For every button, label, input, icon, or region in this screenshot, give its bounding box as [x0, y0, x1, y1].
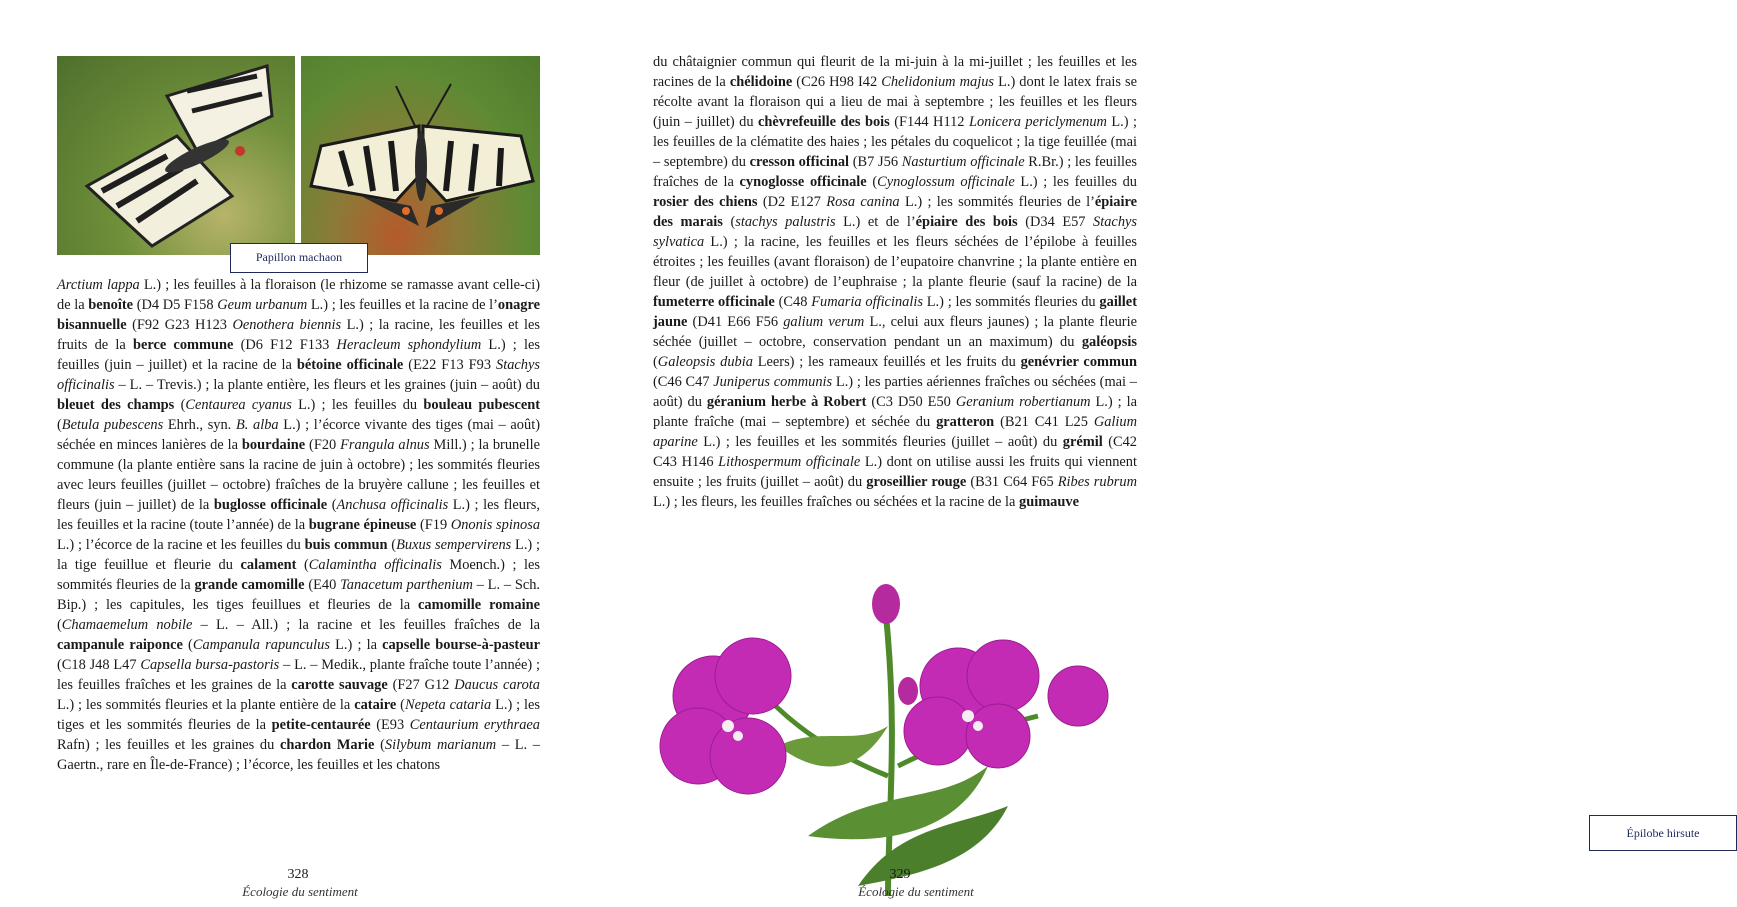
text-run: (	[653, 354, 658, 370]
running-title: Écologie du sentiment	[242, 884, 358, 899]
latin-name: B. alba	[235, 417, 279, 433]
text-run: L.) ; les feuilles (juin – juillet) et la racine de la	[57, 337, 540, 373]
latin-name: Centaurea cyanus	[185, 397, 292, 413]
latin-name: Oenothera biennis	[232, 317, 342, 333]
latin-name: Anchusa officinalis	[336, 497, 449, 513]
plant-name: cynoglosse officinale	[739, 174, 867, 190]
plant-name: bétoine officinale	[296, 357, 404, 373]
latin-name: Betula pubescens	[61, 417, 164, 433]
text-run: Rafn) ; les feuilles et les graines du	[57, 737, 280, 753]
latin-name: Geranium robertianum	[955, 394, 1091, 410]
plant-name: benoîte	[88, 297, 134, 313]
latin-name: Frangula alnus	[340, 437, 430, 453]
text-run: Leers) ; les rameaux feuillés et les fruits du	[752, 354, 1021, 370]
text-run: (C48	[774, 294, 812, 310]
latin-name: stachys palustris	[735, 214, 836, 230]
text-run: (B21 C41 L25	[994, 414, 1094, 430]
plant-name: galéopsis	[1081, 334, 1137, 350]
latin-name: Buxus sempervirens	[396, 537, 512, 553]
plant-name: géranium herbe à Robert	[706, 394, 867, 410]
plant-name: bourdaine	[241, 437, 306, 453]
plant-name: carotte sauvage	[291, 677, 388, 693]
text-run: L.) ; les fleurs, les feuilles et la racine (toute l’année) de la	[57, 497, 540, 533]
plant-name: berce commune	[132, 337, 234, 353]
plant-name: petite-centaurée	[271, 717, 371, 733]
text-run: – L. – Trevis.) ; la plante entière, les fleurs et les graines (juin – août) du	[114, 377, 540, 393]
text-run: L.) ; les fleurs, les feuilles fraîches ou séchées et la racine de la	[653, 494, 1019, 510]
plant-name: cataire	[354, 697, 397, 713]
latin-name: Daucus carota	[454, 677, 541, 693]
butterfly-illustration-2	[301, 56, 540, 255]
plant-name: cresson officinal	[749, 154, 850, 170]
text-run: (	[387, 537, 397, 553]
plant-name: bouleau pubescent	[423, 397, 541, 413]
text-run: (F92 G23 H123	[126, 317, 233, 333]
text-run: (	[327, 497, 337, 513]
plant-name: buis commun	[304, 537, 388, 553]
plant-name: onagre bisannuelle	[57, 297, 541, 333]
text-run: L.) et de l’	[835, 214, 916, 230]
text-run: (C3 D50 E50	[866, 394, 956, 410]
text-run: (C46 C47	[653, 374, 714, 390]
photo-caption: Papillon machaon	[230, 243, 368, 273]
latin-name: Ononis spinosa	[450, 517, 541, 533]
text-run: L.) ; la plante fraîche (mai – septembre) et séchée du	[653, 394, 1137, 430]
left-page	[0, 0, 598, 907]
text-run: L.) dont le latex frais se récolte avant la floraison qui a lieu de mai à septembre ; les feuilles et les fleurs (juin – juillet) du	[653, 74, 1138, 130]
text-run: (E22 F13 F93	[403, 357, 497, 373]
text-run: (C18 J48 L47	[57, 657, 141, 673]
text-run: – L. – All.) ; la racine et les feuilles fraîches de la	[192, 617, 540, 633]
text-run: (	[866, 174, 878, 190]
text-run: (E40	[304, 577, 341, 593]
plant-name: chélidoine	[729, 74, 793, 90]
right-page	[598, 0, 1700, 907]
latin-name: Galium aparine	[653, 414, 1137, 450]
latin-name: Ribes rubrum	[1057, 474, 1137, 490]
latin-name: Nasturtium officinale	[901, 154, 1025, 170]
plant-name: grémil	[1062, 434, 1103, 450]
text-run: Moench.) ; les sommités fleuries de la	[57, 557, 541, 593]
plant-name: groseillier rouge	[866, 474, 967, 490]
text-run: R.Br.) ; les feuilles fraîches de la	[653, 154, 1137, 190]
latin-name: Tanacetum parthenium	[340, 577, 473, 593]
text-run: (	[396, 697, 405, 713]
text-run: (	[57, 417, 62, 433]
text-run: L.) ; la tige feuillue et fleurie du	[57, 537, 540, 573]
text-run: du châtaignier commun qui fleurit de la mi-juin à la mi-juillet ; les feuilles et les racines de la	[653, 54, 1137, 90]
plant-name: capselle bourse-à-pasteur	[382, 637, 540, 653]
text-run: (	[174, 397, 186, 413]
butterfly-photo-2	[301, 56, 540, 255]
latin-name: Centaurium erythraea	[409, 717, 540, 733]
text-run: (D4 D5 F158	[133, 297, 218, 313]
latin-name: Cynoglossum officinale	[877, 174, 1015, 190]
text-run: L.) ; l’écorce vivante des tiges (mai – août) séchée en minces lanières de la	[57, 417, 540, 453]
plant-name: bugrane épineuse	[308, 517, 417, 533]
text-run: L.) ; les feuilles et la racine de l’	[307, 297, 498, 313]
text-run: (F20	[305, 437, 341, 453]
text-run: – L. – Sch. Bip.) ; les capitules, les tiges feuillues et fleuries de la	[57, 577, 541, 613]
willowherb-flower-illustration	[658, 576, 1058, 896]
butterfly-photo-1	[57, 56, 295, 255]
latin-name: Stachys officinalis	[57, 357, 540, 393]
latin-name: galium verum	[783, 314, 865, 330]
plant-name: guimauve	[1019, 494, 1079, 510]
text-run: (	[374, 737, 385, 753]
photo-caption: Épilobe hirsute	[1589, 815, 1737, 851]
latin-name: Galeopsis dubia	[657, 354, 753, 370]
plant-name: grande camomille	[194, 577, 305, 593]
latin-name: Chelidonium majus	[881, 74, 995, 90]
text-run: (D41 E66 F56	[687, 314, 784, 330]
text-run: L.) ; la	[329, 637, 383, 653]
text-run: (F27 G12	[387, 677, 455, 693]
plant-name: gaillet jaune	[653, 294, 1137, 330]
text-run: (F144 H112	[889, 114, 969, 130]
plant-name: fumeterre officinale	[653, 294, 775, 310]
running-title: Écologie du sentiment	[858, 884, 974, 899]
plant-name: bleuet des champs	[57, 397, 175, 413]
plant-name: calament	[240, 557, 297, 573]
text-run: L., celui aux fleurs jaunes) ; la plante fleurie séchée (juillet – octobre, conservation pendant un an maximum) du	[653, 314, 1137, 350]
latin-name: Fumaria officinalis	[811, 294, 923, 310]
latin-name: Lithospermum officinale	[718, 454, 861, 470]
butterfly-illustration-1	[57, 56, 295, 255]
body-text	[57, 275, 540, 775]
text-run: (	[296, 557, 309, 573]
plant-name: genévrier commun	[1020, 354, 1137, 370]
text-run: L.) ; les tiges et les sommités fleuries de la	[57, 697, 540, 733]
text-run: L.) ; les sommités fleuries et la plante entière de la	[57, 697, 355, 713]
text-run: (F19	[416, 517, 451, 533]
latin-name: Capsella bursa-pastoris	[140, 657, 280, 673]
text-run: (D34 E57	[1017, 214, 1094, 230]
text-run: L.) ; les parties aériennes fraîches ou séchées (mai – août) du	[653, 374, 1137, 410]
plant-name: campanule raiponce	[57, 637, 183, 653]
latin-name: Stachys sylvatica	[653, 214, 1138, 250]
plant-name: buglosse officinale	[213, 497, 328, 513]
text-run: L.) ; la racine, les feuilles et les fleurs séchées de l’épilobe à feuilles étroites ; les feuilles (avant floraison) de l’eupatoire chanvrine ; la plante entière en fleur (de juillet à octobre) de l’euphraise ; la plante fleurie (sauf la racine) de la	[653, 234, 1137, 290]
text-run: L.) ; les feuilles de la clématite des haies ; les pétales du coquelicot ; la tige feuillée (mai – septembre) du	[653, 114, 1138, 170]
latin-name: Silybum marianum	[384, 737, 497, 753]
text-run: – L. – Gaertn., rare en Île-de-France) ; l’écorce, les feuilles et les chatons	[57, 737, 541, 773]
text-run: L.) ; l’écorce de la racine et les feuilles du	[57, 537, 305, 553]
text-run: (B31 C64 F65	[966, 474, 1058, 490]
plant-name: camomille romaine	[418, 597, 540, 613]
text-run: (	[182, 637, 193, 653]
latin-name: Heracleum sphondylium	[336, 337, 482, 353]
body-text	[653, 52, 1137, 512]
plant-name: rosier des chiens	[653, 194, 758, 210]
text-run: L.) ; les feuilles du	[1014, 174, 1137, 190]
text-run: (D6 F12 F133	[233, 337, 337, 353]
text-run: L.) ; les feuilles à la floraison (le rhizome se ramasse avant celle-ci) de la	[57, 277, 540, 313]
text-run: L.) ; les sommités fleuries du	[922, 294, 1100, 310]
text-run: – L. – Medik., plante fraîche toute l’année) ; les feuilles fraîches et les graines de la	[57, 657, 540, 693]
text-run: (	[57, 617, 62, 633]
page-number: 329	[889, 867, 911, 882]
plant-name: chèvrefeuille des bois	[757, 114, 890, 130]
text-run: Mill.) ; la brunelle commune (la plante entière sans la racine de juin à octobre) ; les sommités fleuries avec leurs feuilles (juillet – octobre) fraîches de la bruyère callune ; les feuilles et fleurs (juin – juillet) de la	[57, 437, 540, 513]
plant-name: chardon Marie	[279, 737, 375, 753]
text-run: (E93	[370, 717, 410, 733]
plant-name: épiaire des marais	[653, 194, 1137, 230]
plant-name: épiaire des bois	[915, 214, 1018, 230]
latin-name: Juniperus communis	[713, 374, 833, 390]
text-run: L.) ; les feuilles et les sommités fleuries (juillet – août) du	[697, 434, 1063, 450]
plant-name: gratteron	[936, 414, 995, 430]
text-run: (C42 C43 H146	[653, 434, 1137, 470]
text-run: L.) ; les feuilles du	[291, 397, 424, 413]
latin-name: Rosa canina	[826, 194, 900, 210]
text-run: (B7 J56	[849, 154, 902, 170]
latin-name: Calamintha officinalis	[308, 557, 442, 573]
text-run: (	[722, 214, 736, 230]
text-run: L.) ; les sommités fleuries de l’	[899, 194, 1095, 210]
text-run: L.) ; la racine, les feuilles et les fruits de la	[57, 317, 540, 353]
latin-name: Chamaemelum nobile	[61, 617, 193, 633]
text-run: (D2 E127	[757, 194, 827, 210]
text-run: (C26 H98 I42	[792, 74, 882, 90]
latin-name: Campanula rapunculus	[192, 637, 330, 653]
text-run: L.) dont on utilise aussi les fruits qui viennent ensuite ; les fruits (juillet – août) du	[653, 454, 1138, 490]
latin-name: Arctium lappa	[57, 277, 140, 293]
page-number: 328	[287, 867, 309, 882]
latin-name: Lonicera periclymenum	[968, 114, 1107, 130]
latin-name: Nepeta cataria	[404, 697, 492, 713]
latin-name: Geum urbanum	[217, 297, 308, 313]
text-run: Ehrh., syn.	[163, 417, 236, 433]
